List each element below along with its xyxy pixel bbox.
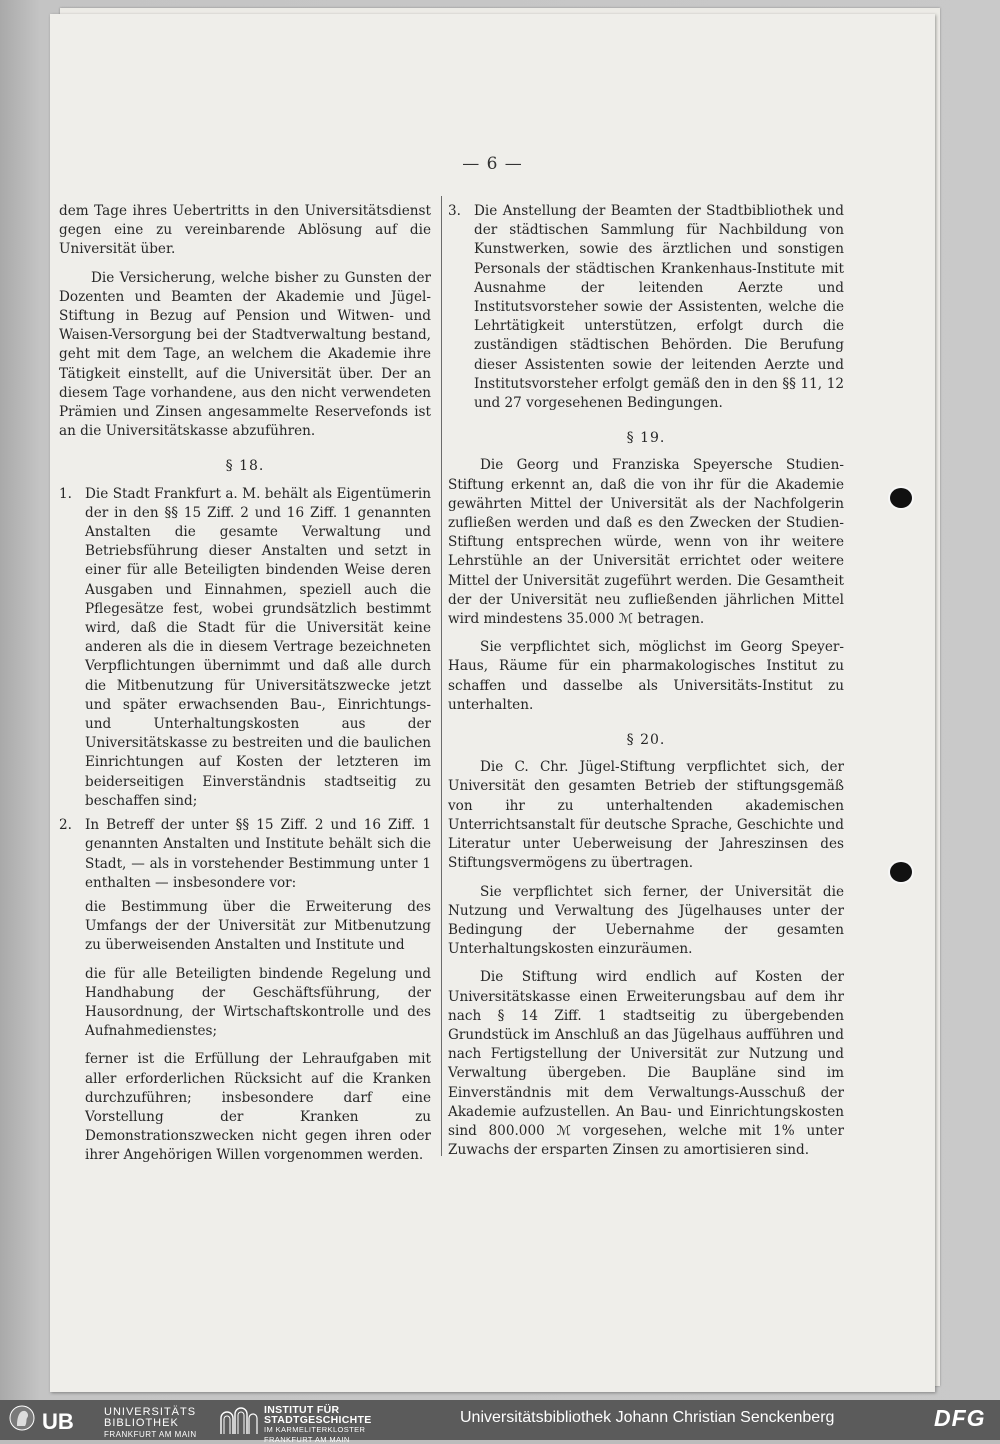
isg-wordmark-line2: STADTGESCHICHTE [264,1413,372,1426]
page-number: — 6 — [462,154,523,174]
paragraph-insurance: Die Versicherung, welche bisher zu Gunsten der Dozenten und Beamten der Akademie und Jügel-Stiftung in Bezug auf Pension und Witwen- und Waisen-Versorgung bei der Stadtverwaltung bestand, geht mit dem Tage, an welchem die Akademie ihre Tätigkeit einstellt, auf die Universität über. Der an diesem Tage vorhandene, aus den nicht verwendeten Prämien und Zinsen angesammelte Reservefonds ist an die Universitätskasse abzuführen. [59,269,431,440]
ub-wordmark-line1: UNIVERSITÄTS [104,1406,197,1418]
list-item-number: 2. [59,817,72,834]
dfg-logo[interactable]: DFG [934,1405,986,1431]
right-column [448,202,844,1169]
punch-hole-bottom [890,862,912,882]
paragraph-extension-building: Die Stiftung wird endlich auf Kosten der Universitätskasse einen Erweiterungsbau auf dem ihr nach § 14 Ziff. 1 stadtseitig zu übergebenden Grundstück im Anschluß an das Jügelhaus aufführen und nach Fertigstellung der Universität zur Nutzung und Verwaltung übergeben. Die Baupläne sind im Einverständnis mit dem Verwaltungs-Ausschuß der Akademie aufzustellen. An Bau- und Einrichtungskosten sind 800.000 ℳ vorgesehen, welche mit 1% unter Zuwachs der ersparten Zinsen zu amortisieren sind. [448,969,844,1159]
goethe-portrait-icon [8,1404,36,1436]
isg-wordmark-line3: IM KARMELITERKLOSTER [264,1425,366,1435]
list-item-text: Die Anstellung der Beamten der Stadtbibliothek und der städtischen Sammlung für Nachbildung von Kunstwerken, sowie des ärztlichen und sonstigen Personals der städtischen Krankenhaus-Institute mit Ausnahme der leitenden Aerzte und Institutsvorsteher sowie der Assistenten, welche die Lehrtätigkeit unterstützen, erfolgt durch die zuständigen städtischen Behörden. Die Berufung dieser Assistenten sowie der leitenden Aerzte und Institutsvorsteher erfolgt gemäß den in den §§ 11, 12 und 27 vorgesehenen Bedingungen. [474,203,844,412]
ub-wordmark-line3: FRANKFURT AM MAIN [104,1430,197,1439]
ub-wordmark-line2: BIBLIOTHEK [104,1417,179,1429]
ub-logo[interactable] [8,1404,198,1439]
paragraph-juegelhaus: Sie verpflichtet sich ferner, der Universität die Nutzung und Verwaltung des Jügelhauses unter der Bedingung der Uebernahme der gesamten Unterhaltungskosten einzuräumen. [448,883,844,958]
section-heading-20: § 20. [626,732,666,749]
section-heading-18: § 18. [225,458,265,475]
sub-clause-regulation: die für alle Beteiligten bindende Regelung und Handhabung der Geschäftsführung, der Hausordnung, der Wirtschaftskontrolle und des Aufnahmedienstes; [85,965,431,1040]
list-item-1 [59,485,431,811]
list-item-number: 1. [59,485,72,502]
list-item-2 [59,816,431,893]
cloister-arches-icon [218,1404,258,1436]
isg-logo[interactable] [218,1404,428,1444]
paragraph-continuation: dem Tage ihres Uebertritts in den Universitätsdienst gegen eine zu vereinbarende Ablösung auf die Universität über. [59,203,431,258]
column-divider [441,196,442,1156]
section-heading-19: § 19. [626,430,666,447]
isg-wordmark [264,1406,372,1444]
paragraph-speyer-foundation: Die Georg und Franziska Speyersche Studien-Stiftung erkennt an, daß die von ihr für die Akademie gewährten Mittel der Universität als der Nachfolgerin zufließen werden und daß es den Zwecken der Studien-Stiftung entsprechen würde, wenn von ihr weitere Lehrstühle an der Universität errichtet oder weitere Mittel der Universität zugeführt werden. Die Gesamtheit der der Universität neu zufließenden jährlichen Mittel wird mindestens 35.000 ℳ betragen. [448,457,844,628]
left-column [59,202,431,1175]
paragraph-juegel-foundation: Die C. Chr. Jügel-Stiftung verpflichtet sich, der Universität den gesamten Betrieb der stiftungsgemäß von ihr zu unterhaltenden akademischen Unterrichtsanstalt für deutsche Sprache, Geschichte und Literatur unter Ueberweisung der Jahreszinsen des Stiftungsvermögens zu übertragen. [448,759,844,872]
list-item-text: Die Stadt Frankfurt a. M. behält als Eigentümerin der in den §§ 15 Ziff. 2 und 16 Ziff. 1 genannten Anstalten die gesamte Verwaltung und Betriebsführung dieser Anstalten und setzt in einer für alle Beteiligten bindenden Weise deren Ausgaben und Einnahmen, speziell auch die Pflegesätze fest, wobei grundsätzlich bestimmt wird, daß die Stadt für die Universität keine anderen als die in diesem Vertrage bezeichneten Verpflichtungen übernimmt und daß alle durch die Mitbenutzung für Universitätszwecke jetzt und später erwachsenden Bau-, Einrichtungs- und Unterhaltungskosten aus der Universitätskasse zu bestreiten und die baulichen Einrichtungen auf Kosten der letzteren im beiderseitigen Einverständnis stadtseitig zu beschaffen sind; [85,485,431,809]
isg-wordmark-line4: FRANKFURT AM MAIN [264,1434,350,1444]
footer-bar [0,1400,1000,1444]
list-item-3 [448,202,844,413]
ub-letters: UB [42,1409,74,1434]
list-item-text: In Betreff der unter §§ 15 Ziff. 2 und 16 Ziff. 1 genannten Anstalten und Institute behält sich die Stadt, — als in vorstehender Bestimmung unter 1 enthalten — insbesondere vor: [85,817,431,891]
footer-library-title[interactable]: Universitätsbibliothek Johann Christian Senckenberg [460,1409,835,1426]
document-page [50,14,935,1392]
sub-clause-extension: die Bestimmung über die Erweiterung des Umfangs der der Universität zur Mitbenutzung zu überweisenden Anstalten und Institute und [85,898,431,954]
list-item-number: 3. [448,203,461,219]
paragraph-pharmacology-institute: Sie verpflichtet sich, möglichst im Georg Speyer-Haus, Räume für ein pharmakologisches Institut zu schaffen und dasselbe als Universitäts-Institut zu unterhalten. [448,639,844,713]
isg-wordmark-line1: INSTITUT FÜR [264,1404,340,1416]
ub-wordmark [104,1407,197,1440]
sub-clause-teaching: ferner ist die Erfüllung der Lehraufgaben mit aller erforderlichen Rücksicht auf die Kranken durchzuführen; insbesondere darf eine Vorstellung der Kranken zu Demonstrationszwecken nicht gegen ihren oder ihrer Angehörigen Willen vorgenommen werden. [85,1051,431,1164]
punch-hole-top [890,488,912,508]
